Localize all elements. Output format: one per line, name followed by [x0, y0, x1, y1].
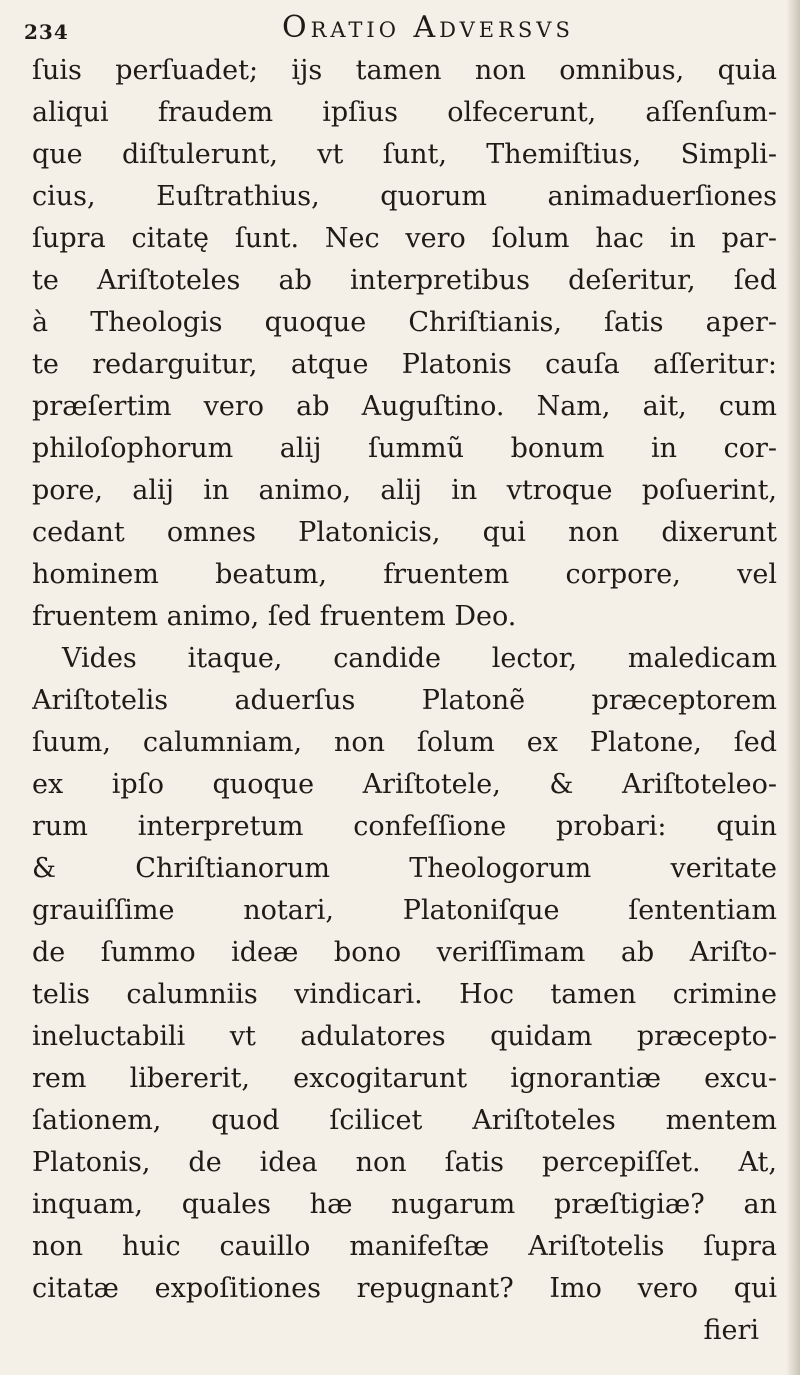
text-line: rum interpretum confeſſione probari: quin: [32, 811, 777, 842]
text-line: inquam, quales hæ nugarum præſtigiæ? an: [32, 1189, 777, 1220]
text-line: Platonis, de idea non ſatis percepiſſet. At,: [32, 1147, 777, 1178]
text-line: ineluctabili vt adulatores quidam præcepto-: [32, 1021, 777, 1052]
text-line: pore, alij in animo, alij in vtroque poſuerint,: [32, 475, 777, 506]
text-line: ſuum, calumniam, non ſolum ex Platone, ſed: [32, 727, 777, 758]
text-line: hominem beatum, fruentem corpore, vel: [32, 559, 777, 590]
text-line: grauiſſime notari, Platoniſque ſententiam: [32, 895, 777, 926]
body-text: [32, 50, 777, 1352]
text-line: que diſtulerunt, vt ſunt, Themiſtius, Simpli-: [32, 139, 777, 170]
page-header: [20, 4, 780, 48]
text-line: telis calumniis vindicari. Hoc tamen crimine: [32, 979, 777, 1010]
text-line: cius, Euſtrathius, quorum animaduerſiones: [32, 181, 777, 212]
text-line: Vides itaque, candide lector, maledicam: [62, 643, 777, 674]
text-line: præſertim vero ab Auguſtino. Nam, ait, cum: [32, 391, 777, 422]
text-line: te Ariſtoteles ab interpretibus deſeritur, ſed: [32, 265, 777, 296]
text-line: te redarguitur, atque Platonis cauſa aſſeritur:: [32, 349, 777, 380]
text-line: ex ipſo quoque Ariſtotele, & Ariſtoteleo-: [32, 769, 777, 800]
text-line: aliqui fraudem ipſius olfecerunt, aſſenſum-: [32, 97, 777, 128]
text-line: de ſummo ideæ bono veriſſimam ab Ariſto-: [32, 937, 777, 968]
text-line: ſuis perſuadet; ijs tamen non omnibus, quia: [32, 55, 777, 86]
text-line: Ariſtotelis aduerſus Platonẽ præceptorem: [32, 685, 777, 716]
text-line: ſupra citatę ſunt. Nec vero ſolum hac in par-: [32, 223, 777, 254]
page-edge-shadow: [786, 0, 800, 1375]
text-line: philoſophorum alij ſummũ bonum in cor-: [32, 433, 777, 464]
text-line: à Theologis quoque Chriſtianis, ſatis aper-: [32, 307, 777, 338]
page-number: 234: [24, 20, 69, 44]
running-head: Oratio Adversvs: [282, 10, 574, 45]
catchword: fieri: [703, 1315, 759, 1346]
text-line: cedant omnes Platonicis, qui non dixerunt: [32, 517, 777, 548]
text-line: non huic cauillo manifeſtæ Ariſtotelis ſupra: [32, 1231, 777, 1262]
text-line: ſationem, quod ſcilicet Ariſtoteles mentem: [32, 1105, 777, 1136]
text-line: & Chriſtianorum Theologorum veritate: [32, 853, 777, 884]
text-line: citatæ expoſitiones repugnant? Imo vero qui: [32, 1273, 777, 1304]
text-line: fruentem animo, ſed fruentem Deo.: [32, 601, 517, 632]
text-line: rem libererit, excogitarunt ignorantiæ excu-: [32, 1063, 777, 1094]
